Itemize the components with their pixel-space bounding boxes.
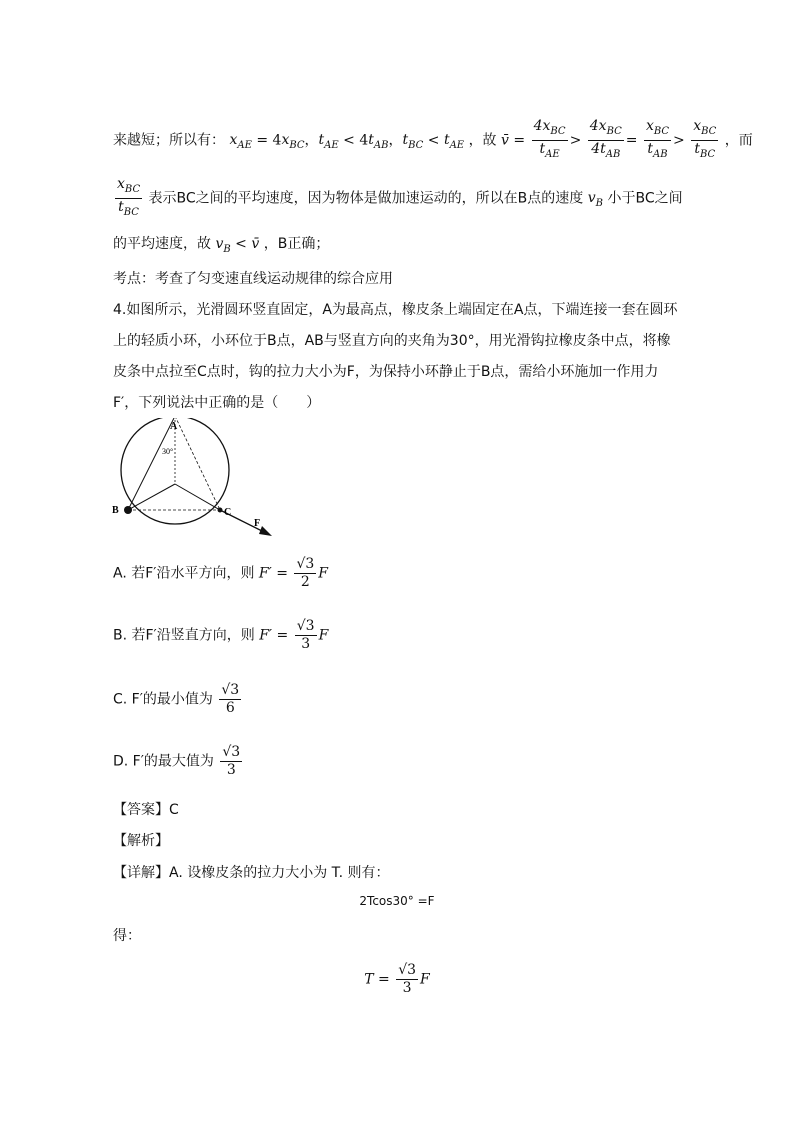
option-D-text: D. F′的最大值为	[113, 753, 214, 770]
derivation-line-3: 的平均速度，故 $v_B$ < v̄ ，B正确；	[113, 236, 330, 255]
line1-prefix: 来越短；所以有：	[113, 132, 225, 149]
option-D-frac: $\frac{√3}{3}$	[222, 744, 241, 778]
option-A-text: A. 若F′沿水平方向，则	[113, 565, 255, 582]
equation-T: T = $\frac{√3}{3}$ F	[364, 962, 430, 996]
option-B-text: B. 若F′沿竖直方向，则	[113, 627, 255, 644]
option-B: B. 若F′沿竖直方向，则 F′ = $\frac{√3}{3}$ F	[113, 618, 329, 652]
line-mid-C	[175, 484, 220, 510]
frac-xbc-tbc: $\frac{x_{BC}}{t_{BC}}$	[693, 118, 717, 160]
q4-line-2: 上的轻质小环，小环位于B点，AB与竖直方向的夹角为30°，用光滑钩拉橡皮条中点，将橡	[113, 333, 671, 349]
option-A: A. 若F′沿水平方向，则 F′ = $\frac{√3}{2}$ F	[113, 556, 329, 590]
de-label: 得：	[113, 928, 141, 944]
frac-xbc-tab: $\frac{x_{BC}}{t_{AB}}$	[645, 118, 670, 160]
q4-line-3: 皮条中点拉至C点时，钩的拉力大小为F，为保持小环静止于B点，需给小环施加一作用力	[113, 364, 659, 380]
option-B-frac: $\frac{√3}{3}$	[296, 618, 315, 652]
point-C	[218, 508, 223, 513]
derivation-line-2: $\frac{x_{BC}}{t_{BC}}$ 表示BC之间的平均速度，因为物体是做加速运动的，所以在B点的速度 $v_B$ 小于BC之间	[113, 176, 683, 221]
label-B: B	[112, 505, 119, 516]
kaodian: 考点：考查了匀变速直线运动规律的综合应用	[113, 271, 393, 287]
eq-x-ae: $x_{AE}$	[229, 132, 252, 152]
ring-diagram	[108, 418, 278, 538]
line3-suffix: ，B正确；	[263, 236, 330, 252]
line1-er: ，而	[724, 132, 753, 149]
ring-B-point	[124, 506, 132, 514]
frac-xbc-tbc-2: $\frac{x_{BC}}{t_{BC}}$	[117, 176, 141, 218]
frac-4xbc-4tab: $\frac{4x_{BC}}{4t_{AB}}$	[589, 118, 622, 160]
frac-4xbc-tae: $\frac{4x_{BC}}{t_{AE}}$	[533, 118, 566, 160]
q4-line-1: 4.如图所示，光滑圆环竖直固定，A为最高点，橡皮条上端固定在A点，下端连接一套在圆环	[113, 302, 678, 318]
line3-prefix: 的平均速度，故	[113, 236, 211, 252]
analysis-heading: 【解析】	[113, 833, 169, 849]
option-C-text: C. F′的最小值为	[113, 691, 213, 708]
line2-text2: 小于BC之间	[607, 190, 683, 207]
label-C: C	[224, 507, 232, 518]
option-D	[113, 744, 244, 779]
line1-gu: ，故	[468, 132, 497, 149]
label-A: A	[170, 421, 178, 432]
equation-T-frac: $\frac{√3}{3}$	[398, 962, 417, 996]
label-F: F	[254, 518, 261, 529]
line-A-B	[128, 418, 175, 510]
q4-line-4: F′，下列说法中正确的是（ ）	[113, 395, 321, 411]
force-F-arrowhead	[259, 526, 272, 536]
answer: 【答案】C	[113, 802, 179, 818]
line2-text: 表示BC之间的平均速度，因为物体是做加速运动的，所以在B点的速度	[148, 190, 584, 207]
derivation-line-1: 来越短；所以有： $x_{AE} = 4x_{BC}$，$t_{AE} < 4t_{AB}$，$t_{BC} < t_{AE}$ ，故 v̄ = $\frac{4x_{BC}}{t_{AE}}$ > $\frac{4x_{BC}}{4t_{AB}}$ = $\frac{x_{BC}}{t_{AB}}$ > $\frac{x_{BC}}{t_{BC}}$ ，而	[113, 118, 753, 163]
option-C-frac: $\frac{√3}{6}$	[221, 682, 240, 716]
equation-2tcos30: 2Tcos30° =F	[359, 894, 435, 908]
option-C	[113, 682, 243, 717]
angle-label: 30°	[162, 447, 174, 456]
option-A-frac: $\frac{√3}{2}$	[296, 556, 315, 590]
detail-line: 【详解】A. 设橡皮条的拉力大小为 T. 则有：	[113, 865, 390, 881]
